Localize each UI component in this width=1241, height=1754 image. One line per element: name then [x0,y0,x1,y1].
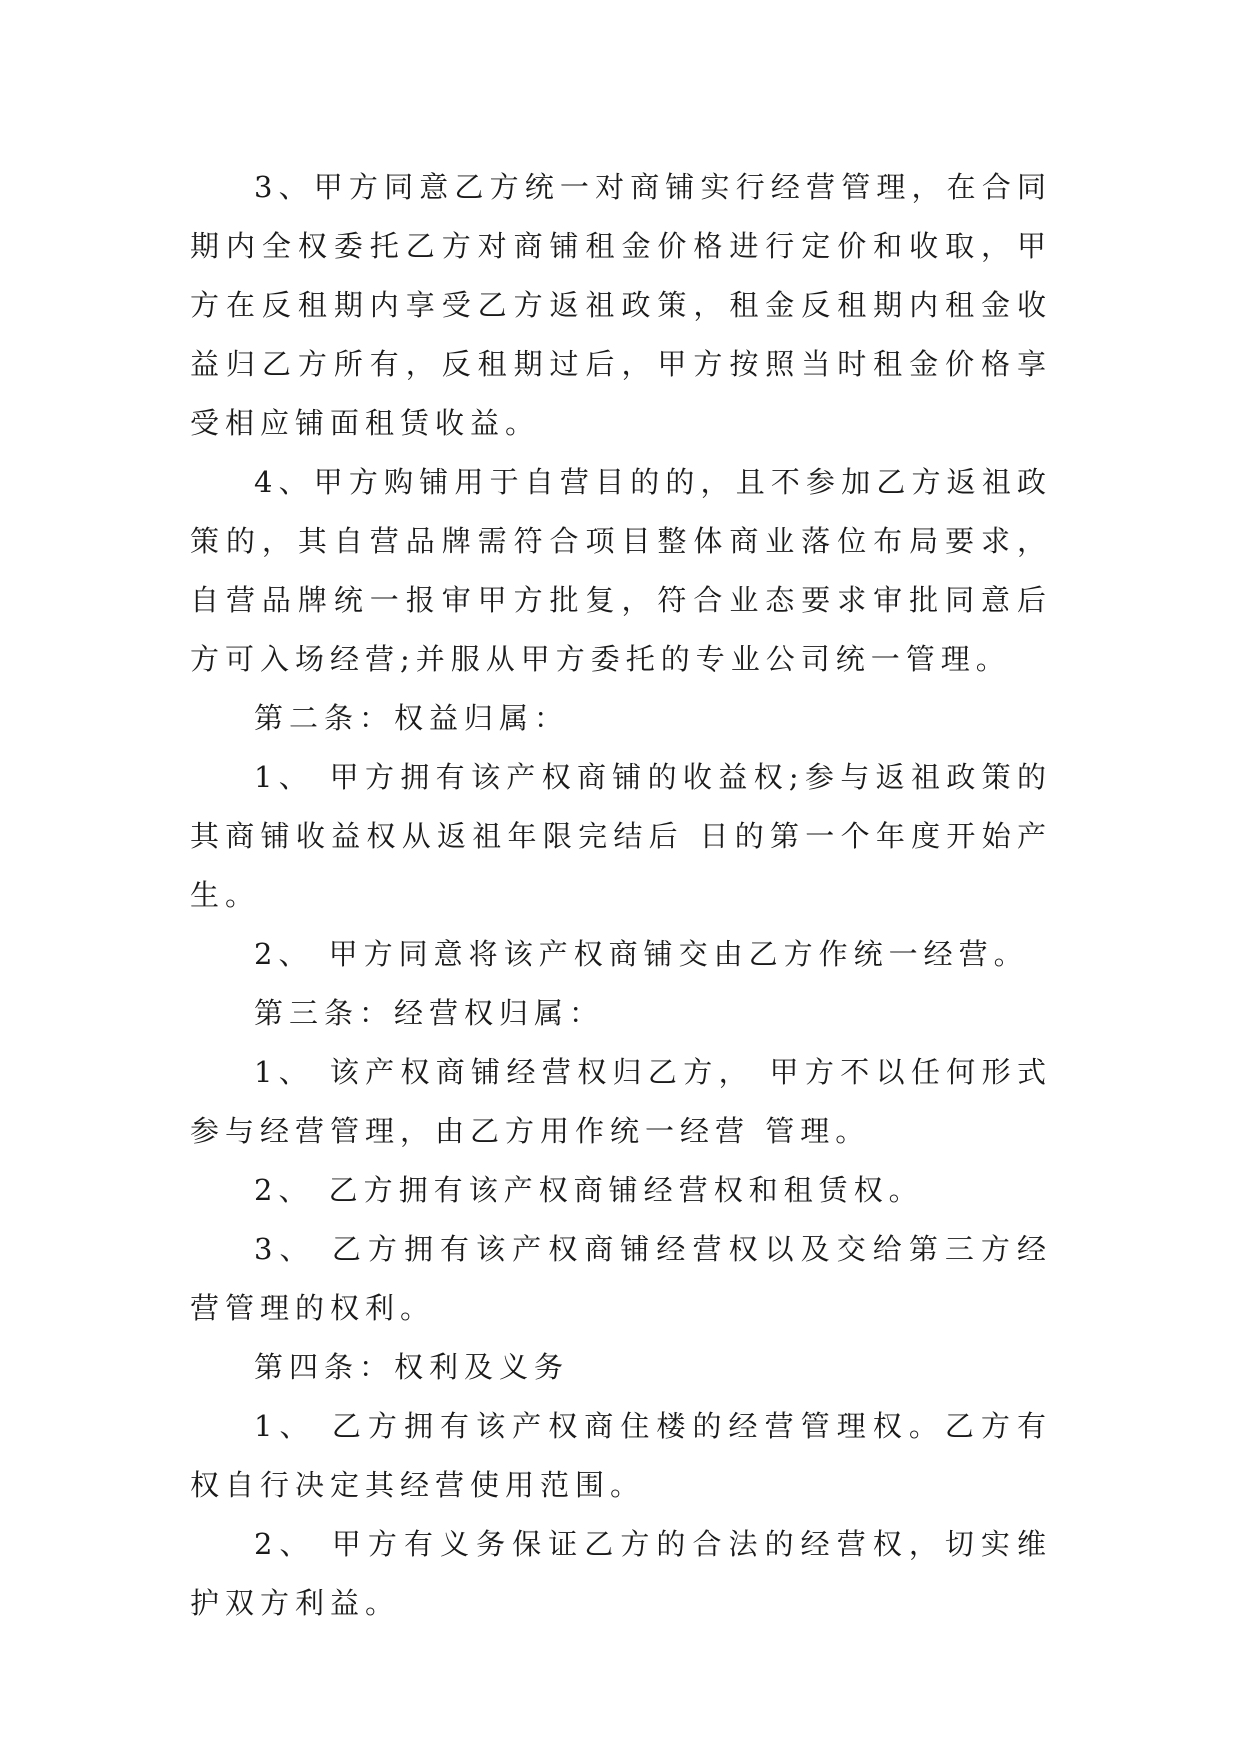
article-2-item-1: 1、 甲方拥有该产权商铺的收益权;参与返祖政策的其商铺收益权从返祖年限完结后 日的第一个年度开始产生。 [190,760,1052,912]
article-3-heading: 第三条：经营权归属： [254,996,605,1030]
article-3-item-2: 2、 乙方拥有该产权商铺经营权和租赁权。 [254,1173,924,1207]
article-4-heading: 第四条：权利及义务 [254,1350,570,1384]
article-3-item-3: 3、 乙方拥有该产权商铺经营权以及交给第三方经营管理的权利。 [190,1232,1052,1325]
article-2-heading: 第二条：权益归属： [254,701,570,735]
article-4-item-1: 1、 乙方拥有该产权商住楼的经营管理权。乙方有权自行决定其经营使用范围。 [190,1409,1052,1502]
article-2-item-2: 2、 甲方同意将该产权商铺交由乙方作统一经营。 [254,937,1029,971]
clause-paragraph-4: 4、甲方购铺用于自营目的的，且不参加乙方返祖政策的，其自营品牌需符合项目整体商业落位布局要求，自营品牌统一报审甲方批复，符合业态要求审批同意后方可入场经营;并服从甲方委托的专业公司统一管理。 [190,465,1052,676]
article-4-item-2: 2、 甲方有义务保证乙方的合法的经营权，切实维护双方利益。 [190,1527,1052,1620]
clause-paragraph-3: 3、甲方同意乙方统一对商铺实行经营管理，在合同期内全权委托乙方对商铺租金价格进行定价和收取，甲方在反租期内享受乙方返祖政策，租金反租期内租金收益归乙方所有，反租期过后，甲方按照当时租金价格享受相应铺面租赁收益。 [190,170,1052,440]
document-body [190,158,1052,1633]
article-3-item-1: 1、 该产权商铺经营权归乙方， 甲方不以任何形式参与经营管理，由乙方用作统一经营 管理。 [190,1055,1052,1148]
